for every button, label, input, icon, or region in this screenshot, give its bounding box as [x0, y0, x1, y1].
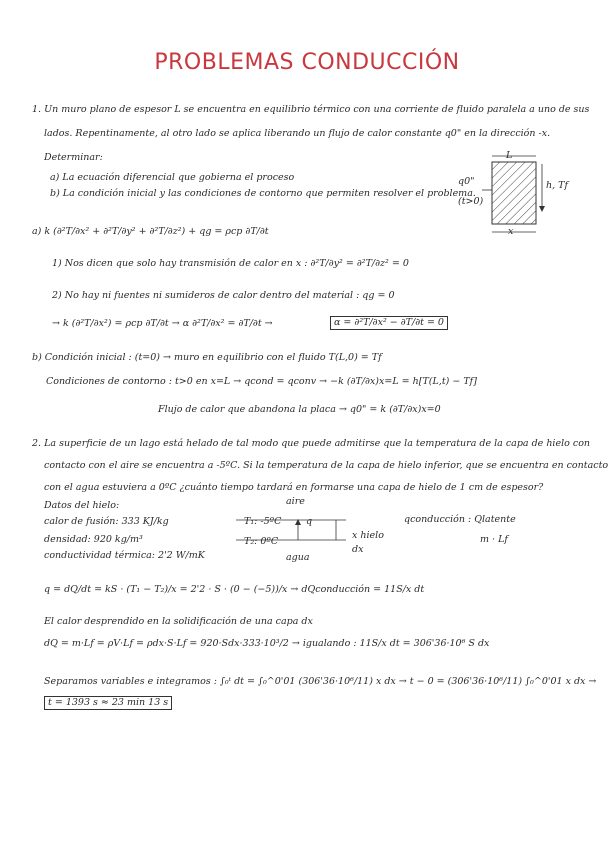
p2-eq1: q = dQ/dt = kS · (T₁ − T₂)/x = 2'2 · S · (0 − (−5))/x → dQconducción = 11S/x dt [44, 584, 425, 595]
fig2-dx: dx [352, 544, 364, 555]
fig2-t1: T₁: -5ºC [244, 516, 282, 527]
p1-determinar: Determinar: [44, 152, 103, 163]
p1-a-step1: 1) Nos dicen que solo hay transmisión de calor en x : ∂²T/∂y² = ∂²T/∂z² = 0 [52, 258, 409, 269]
p2-qcond-den: m · Lf [480, 534, 508, 545]
p1-b-flux: Flujo de calor que abandona la placa → q0" = k (∂T/∂x)x=0 [158, 404, 441, 415]
fig2-aire: aire [286, 496, 305, 507]
p2-dato-fusion: calor de fusión: 333 KJ/kg [44, 516, 169, 527]
p1-a-result-box: α = ∂²T/∂x² − ∂T/∂t = 0 [330, 316, 448, 330]
fig1-L-label: L [506, 150, 513, 161]
p1-item-a: a) La ecuación diferencial que gobierna el proceso [50, 172, 295, 183]
fig2-agua: agua [286, 552, 310, 563]
fig2-q: q [306, 516, 313, 527]
fig1-x-label: x [508, 226, 514, 237]
page-title: PROBLEMAS CONDUCCIÓN [154, 50, 460, 75]
fig2-x-hielo: x hielo [352, 530, 384, 541]
p1-b-initial: b) Condición inicial : (t=0) → muro en equilibrio con el fluido T(L,0) = Tf [32, 352, 382, 363]
p2-result-box: t = 1393 s ≈ 23 min 13 s [44, 696, 172, 710]
fig2-t2: T₂: 0ºC [244, 536, 279, 547]
p2-statement-line3: con el agua estuviera a 0ºC ¿cuánto tiempo tardará en formarse una capa de hielo de 1 cm de espesor? [44, 482, 544, 493]
p1-statement-line1: 1. Un muro plano de espesor L se encuentra en equilibrio térmico con una corriente de fluido paralela a uno de sus [32, 104, 590, 115]
p2-dato-densidad: densidad: 920 kg/m³ [44, 534, 143, 545]
p1-b-boundary: Condiciones de contorno : t>0 en x=L → qcond = qconv → −k (∂T/∂x)x=L = h[T(L,t) − Tf] [46, 376, 477, 387]
p1-a-equation: a) k (∂²T/∂x² + ∂²T/∂y² + ∂²T/∂z²) + qg = ρcp ∂T/∂t [32, 226, 269, 237]
fig1-t-label: (t>0) [458, 196, 484, 207]
p2-eq2: dQ = m·Lf = ρV·Lf = ρdx·S·Lf = 920·Sdx·333·10³/2 → igualando : 11S/x dt = 306'36·10⁶ S dx [44, 638, 490, 649]
p2-datos: Datos del hielo: [44, 500, 120, 511]
p1-item-b: b) La condición inicial y las condiciones de contorno que permiten resolver el problema. [50, 188, 476, 199]
fig1-q-label: q0" [458, 176, 475, 187]
p2-dato-conductividad: conductividad térmica: 2'2 W/mK [44, 550, 205, 561]
p2-separate: Separamos variables e integramos : ∫₀ᵗ dt = ∫₀^0'01 (306'36·10⁶/11) x dx → t − 0 = (306'36·10⁶/11) ∫₀^0'01 x dx → [44, 676, 597, 687]
p1-a-step2: 2) No hay ni fuentes ni sumideros de calor dentro del material : qg = 0 [52, 290, 395, 301]
p1-a-step3: → k (∂²T/∂x²) = ρcp ∂T/∂t → α ∂²T/∂x² = ∂T/∂t → [52, 318, 273, 329]
p2-qcond-eq: qconducción : Qlatente [404, 514, 516, 525]
p2-statement-line2: contacto con el aire se encuentra a -5ºC. Si la temperatura de la capa de hielo inferior, que se encuentra en contacto [44, 460, 609, 471]
fig1-h-label: h, Tf [546, 180, 569, 191]
p2-latent-text: El calor desprendido en la solidificación de una capa dx [44, 616, 313, 627]
p1-statement-line2: lados. Repentinamente, al otro lado se aplica liberando un flujo de calor constante q0" en la dirección -x. [44, 128, 551, 139]
p2-statement-line1: 2. La superficie de un lago está helado de tal modo que puede admitirse que la temperatura de la capa de hielo con [32, 438, 591, 449]
